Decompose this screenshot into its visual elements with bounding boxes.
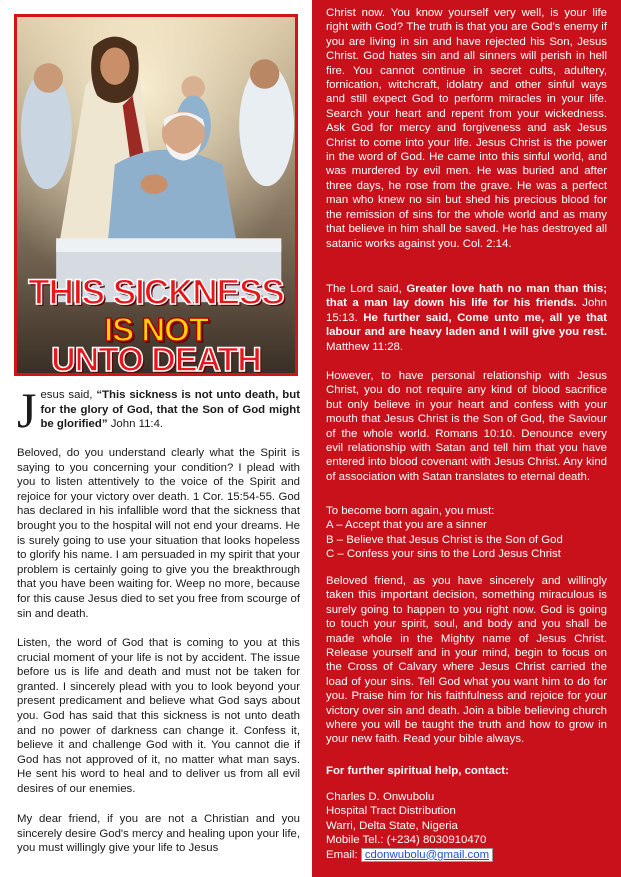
contact-heading — [326, 764, 607, 778]
hero-title-line3: UNTO DEATH — [51, 341, 261, 376]
contact-block — [326, 790, 607, 862]
born-again-intro: To become born again, you must: — [326, 505, 495, 517]
right-paragraph-1: Christ now. You know yourself very well, is your life right with God? The truth is that you are God's enemy if you are living in sin and have rejected his Son, Jesus Christ. God hates sin and all sinners will perish in hell fire. You cannot continue in secret cults, adultery, fornication, witchcraft, idolatry and other sinful ways and still expect God to perform miracles in your life. Search your heart and repent from your wickedness. Ask God for mercy and forgiveness and ask Jesus Christ to come into your life. Jesus Christ is the power in the word of God. He came into this sinful world, and was murdered by evil men. He was buried and after three days, he rose from the grave. He was a perfect man who knew no sin but shed his precious blood for the remission of sins for the whole world and as many that believe in him shall be saved. He has destroyed all satanic works against you. Col. 2:14. — [326, 7, 607, 250]
left-paragraph-3: My dear friend, if you are not a Christian and you sincerely desire God's mercy and healing upon your life, you must willingly give your life to Jesus — [17, 813, 300, 855]
contact-email-link[interactable]: cdonwubolu@gmail.com — [361, 848, 493, 862]
contact-mobile: Mobile Tel.: (+234) 8030910470 — [326, 834, 487, 847]
right-paragraph-3: However, to have personal relationship with Jesus Christ, you do not require any kind of blood sacrifice but only believe in your heart and confess with your mouth that Jesus Christ is the Son of God, the Saviour of the whole world. Romans 10:10. Denounce every evil relationship with Satan and tell him that you have entered into blood covenant with Jesus Christ. Any kind of association with Satan translates to eternal death. — [326, 370, 607, 483]
intro-prefix: esus said, — [40, 389, 97, 401]
right-column — [312, 0, 621, 877]
scripture-ref-2: Matthew 11:28. — [326, 340, 404, 353]
left-paragraph-2: Listen, the word of God that is coming to you at this crucial moment of your life is not by accident. The issue before us is life and death and must not be taken for granted. I sincerely plead with you to look beyond your present predicament and believe what God says about you. God has said that this sickness is not unto death and no power of darkness can change it. Confess it, believe it and challenge God with it. You cannot die if God has not approved of it, no matter what man says. He sent his word to heal and to deliver us from all evil desires of our enemies. — [17, 637, 300, 795]
scripture-quote-2: He further said, Come unto me, all ye that labour and are heavy laden and I will give you rest. — [326, 311, 607, 339]
drop-cap: J — [17, 382, 37, 438]
scripture-quote-1: Greater love hath no man than this; that a man lay down his life for his friends. — [326, 283, 608, 310]
hero-title-line2: IS NOT — [103, 311, 208, 348]
step-item: B – Believe that Jesus Christ is the Son of God — [326, 533, 563, 546]
contact-email-row — [326, 848, 607, 862]
right-paragraph-4: Beloved friend, as you have sincerely and willingly taken this important decision, something miraculous is surely going to happen to you right now. God is going to touch your spirit, soul, and body and you shall be made whole in the Mighty name of Jesus Christ. Release yourself and in your mind, begin to focus on the Cross of Calvary where Jesus Christ carried the load of your sins. Tell God what you want him to do for you. Praise him for his faithfulness and rejoice for your victory over sin and death. Join a bible believing church where you will be taught the truth and how to grow in your new faith. Read your bible always. — [326, 575, 607, 746]
intro-quote: “This sickness is not unto death, but for the glory of God, that the Son of God might be glorified” — [40, 389, 301, 431]
scripture-prefix: The Lord said, — [326, 283, 407, 295]
intro-paragraph — [17, 382, 301, 438]
contact-email-label: Email: — [326, 848, 361, 861]
hero-title-line1: THIS SICKNESS — [28, 273, 284, 312]
step-item: A – Accept that you are a sinner — [326, 519, 487, 532]
right-paragraph-2 — [326, 282, 607, 354]
contact-city: Warri, Delta State, Nigeria — [326, 819, 458, 832]
step-item: C – Confess your sins to the Lord Jesus Christ — [326, 548, 561, 561]
intro-reference: John 11:4. — [107, 418, 164, 431]
hero-illustration — [14, 14, 298, 376]
contact-heading-text: For further spiritual help, contact: — [326, 765, 509, 777]
left-paragraph-1: Beloved, do you understand clearly what the Spirit is saying to you concerning your condition? I plead with you to listen attentively to the voice of the Spirit and rejoice for your victory over death. 1 Cor. 15:54-55. God has declared in his infallible word that the sickness that brought you to the hospital will not end your dreams. He is surely going to use your situation that looks hopeless to glorify his name. I am persuaded in my spirit that your problem is certainly going to give you the breakthrough that you have been waiting for. Weep no more, because for this cause Jesus died to set you free from scourge of sin and death. — [17, 447, 301, 620]
contact-org: Hospital Tract Distribution — [326, 805, 456, 818]
born-again-steps — [326, 504, 607, 562]
scripture-ref-1: John 15:13. — [326, 297, 607, 324]
contact-name: Charles D. Onwubolu — [326, 791, 435, 803]
